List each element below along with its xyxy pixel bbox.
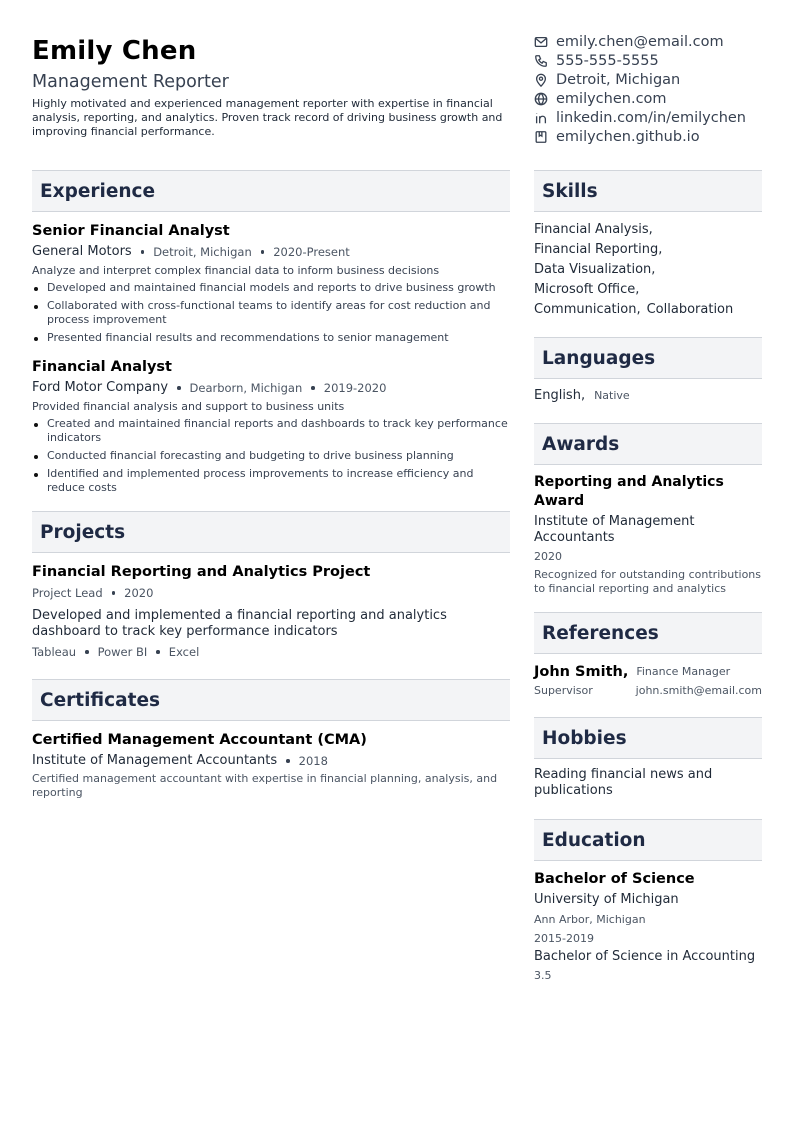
job-highlight: Collaborated with cross-functional teams to identify areas for cost reduction and process improvement — [32, 299, 510, 327]
job-dates: 2020-Present — [273, 245, 350, 259]
section-header-education — [534, 819, 762, 861]
education-dates: 2015-2019 — [534, 932, 594, 945]
section-title-references: References — [542, 622, 659, 644]
section-title-certificates: Certificates — [40, 689, 160, 711]
contact-website[interactable] — [534, 89, 784, 108]
job-highlight: Presented financial results and recommendations to senior management — [32, 331, 510, 345]
education-item — [534, 869, 762, 983]
mail-icon — [534, 35, 548, 49]
skill-row — [534, 280, 762, 300]
company-name: General Motors — [32, 244, 132, 259]
education-degree: Bachelor of Science — [534, 871, 695, 887]
contact-github-text: emilychen.github.io — [556, 128, 700, 145]
reference-relation: Supervisor — [534, 684, 593, 697]
hobby-item: Reading financial news and publications — [534, 767, 713, 798]
language-fluency: Native — [594, 389, 630, 402]
separator-dot — [156, 650, 160, 654]
candidate-name: Emily Chen — [32, 36, 197, 66]
certificate-meta — [32, 752, 510, 770]
award-awarder: Institute of Management Accountants — [534, 514, 695, 545]
section-header-references — [534, 612, 762, 654]
job-dates: 2019-2020 — [323, 381, 387, 395]
reference-email[interactable]: john.smith@email.com — [635, 684, 762, 697]
award-summary: Recognized for outstanding contributions to financial reporting and analytics — [534, 568, 762, 595]
education-area: Bachelor of Science in Accounting — [534, 949, 756, 964]
project-role: Project Lead — [32, 586, 103, 600]
job-summary: Provided financial analysis and support to business units — [32, 400, 345, 413]
job-meta — [32, 243, 510, 261]
resume-header — [32, 34, 510, 139]
section-title-skills: Skills — [542, 180, 598, 202]
skill-item: Data Visualization, — [534, 262, 656, 277]
section-title-experience: Experience — [40, 180, 156, 202]
section-title-awards: Awards — [542, 433, 620, 455]
job-summary: Analyze and interpret complex financial data to inform business decisions — [32, 264, 440, 277]
certificate-item — [32, 730, 510, 800]
award-title: Reporting and Analytics Award — [534, 474, 724, 509]
award-year: 2020 — [534, 550, 562, 563]
reference-header — [534, 662, 762, 682]
job-title: Financial Analyst — [32, 359, 172, 375]
main-column — [32, 170, 510, 800]
candidate-summary: Highly motivated and experienced management reporter with expertise in financial analysis, reporting, and analytics. Proven track record of driving business growth and improving financial performance. — [32, 97, 503, 138]
section-header-awards — [534, 423, 762, 465]
skill-item: Financial Analysis, — [534, 222, 653, 237]
section-title-hobbies: Hobbies — [542, 727, 627, 749]
project-meta — [32, 584, 510, 602]
reference-position: Finance Manager — [636, 665, 731, 678]
candidate-title: Management Reporter — [32, 72, 229, 92]
language-item — [534, 387, 762, 405]
section-title-projects: Projects — [40, 521, 126, 543]
separator-dot — [112, 591, 116, 595]
job-meta — [32, 379, 510, 397]
reference-item — [534, 662, 762, 699]
phone-icon — [534, 54, 548, 68]
section-header-experience — [32, 170, 510, 212]
section-title-languages: Languages — [542, 347, 656, 369]
project-tool: Power BI — [97, 645, 148, 659]
contact-list — [534, 32, 784, 146]
skill-row — [534, 260, 762, 280]
separator-dot — [141, 250, 145, 254]
skill-item: Microsoft Office, — [534, 282, 640, 297]
skills-list — [534, 220, 762, 320]
section-header-languages — [534, 337, 762, 379]
project-tools — [32, 643, 510, 661]
contact-website-text: emilychen.com — [556, 90, 667, 107]
contact-github[interactable] — [534, 127, 784, 146]
separator-dot — [177, 386, 181, 390]
experience-item — [32, 357, 510, 495]
skill-row — [534, 300, 762, 320]
reference-details — [534, 683, 762, 699]
contact-location-text: Detroit, Michigan — [556, 71, 681, 88]
skill-row — [534, 240, 762, 260]
award-item — [534, 473, 762, 596]
contact-linkedin[interactable] — [534, 108, 784, 127]
project-tool: Excel — [168, 645, 200, 659]
skill-item: Collaboration — [646, 302, 734, 317]
github-icon — [534, 130, 548, 144]
contact-email-text: emily.chen@email.com — [556, 33, 724, 50]
skill-row — [534, 220, 762, 240]
job-highlights — [32, 281, 510, 345]
reference-name: John Smith, — [534, 664, 629, 680]
contact-email[interactable] — [534, 32, 784, 51]
job-highlight: Developed and maintained financial models and reports to drive business growth — [32, 281, 510, 295]
linkedin-icon — [534, 111, 548, 125]
section-header-certificates — [32, 679, 510, 721]
certificate-year: 2018 — [298, 754, 328, 768]
globe-icon — [534, 92, 548, 106]
skill-item: Financial Reporting, — [534, 242, 663, 257]
section-title-education: Education — [542, 829, 646, 851]
location-pin-icon — [534, 73, 548, 87]
education-location: Ann Arbor, Michigan — [534, 913, 646, 926]
job-highlights — [32, 417, 510, 495]
education-gpa: 3.5 — [534, 969, 552, 982]
project-year: 2020 — [124, 586, 154, 600]
project-item — [32, 562, 510, 661]
company-name: Ford Motor Company — [32, 380, 169, 395]
project-name: Financial Reporting and Analytics Project — [32, 564, 371, 580]
job-location: Dearborn, Michigan — [189, 381, 303, 395]
separator-dot — [286, 759, 290, 763]
contact-phone-text: 555-555-5555 — [556, 52, 659, 69]
contact-linkedin-text: linkedin.com/in/emilychen — [556, 109, 746, 126]
separator-dot — [261, 250, 265, 254]
section-header-projects — [32, 511, 510, 553]
side-column — [534, 170, 762, 983]
experience-item — [32, 221, 510, 345]
contact-location — [534, 70, 784, 89]
section-header-hobbies — [534, 717, 762, 759]
skill-item: Communication, — [534, 302, 641, 317]
separator-dot — [311, 386, 315, 390]
job-highlight: Created and maintained financial reports and dashboards to track key performance indicators — [32, 417, 510, 445]
job-highlight: Conducted financial forecasting and budgeting to drive business planning — [32, 449, 510, 463]
job-title: Senior Financial Analyst — [32, 223, 230, 239]
certificate-description: Certified management accountant with expertise in financial planning, analysis, and reporting — [32, 772, 498, 799]
separator-dot — [85, 650, 89, 654]
certificate-issuer: Institute of Management Accountants — [32, 753, 278, 768]
contact-phone[interactable] — [534, 51, 784, 70]
project-tool: Tableau — [32, 645, 77, 659]
job-highlight: Identified and implemented process improvements to increase efficiency and reduce costs — [32, 467, 510, 495]
education-institution: University of Michigan — [534, 892, 679, 907]
project-description: Developed and implemented a financial reporting and analytics dashboard to track key performance indicators — [32, 608, 447, 639]
section-header-skills — [534, 170, 762, 212]
certificate-name: Certified Management Accountant (CMA) — [32, 732, 367, 748]
language-name: English, — [534, 388, 586, 403]
job-location: Detroit, Michigan — [153, 245, 252, 259]
